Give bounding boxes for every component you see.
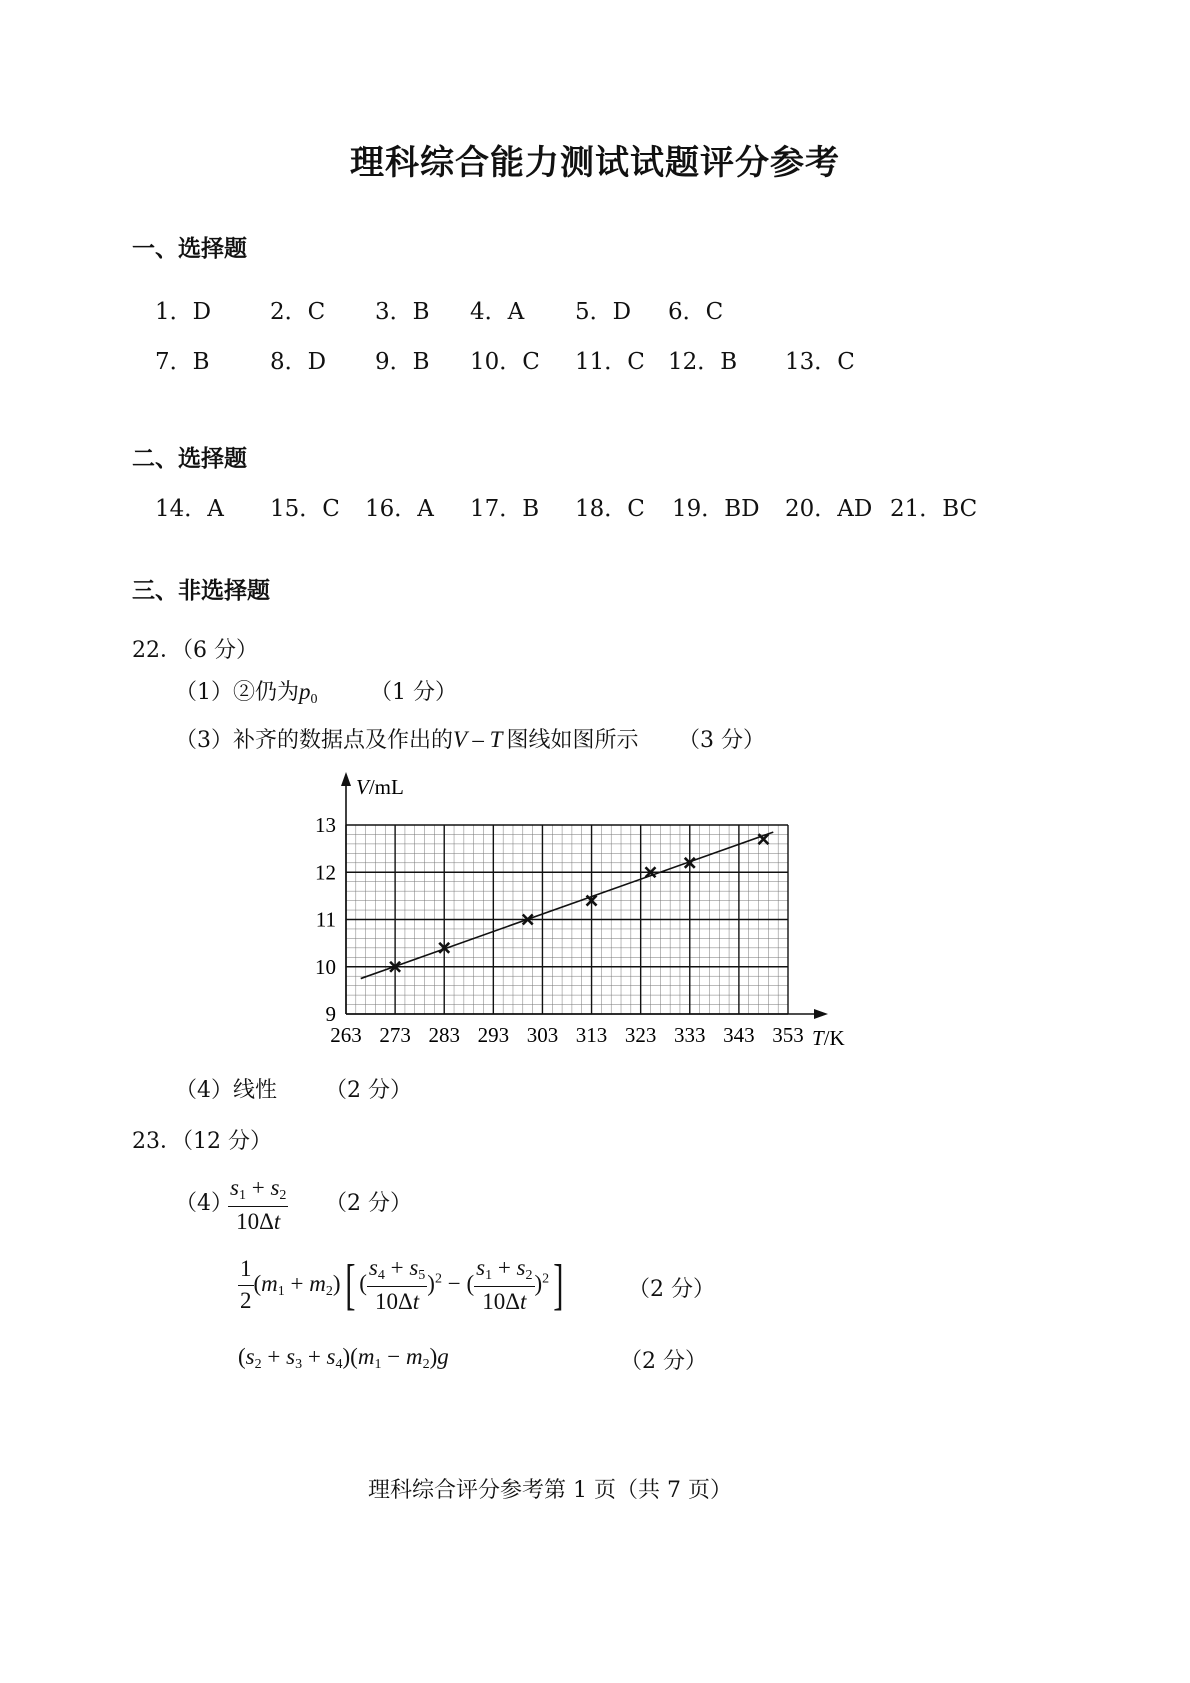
- vt-chart: [300, 770, 870, 1060]
- q22-label: 22．（6 分）: [132, 638, 258, 663]
- answer-14: 14．A: [155, 496, 224, 522]
- answer-12: 12．B: [668, 349, 738, 375]
- answer-20: 20．AD: [785, 496, 873, 522]
- data-points: [390, 834, 768, 972]
- q23-part4-label: （4）: [175, 1191, 233, 1216]
- q22-part3-text2: 图线如图所示: [506, 728, 639, 753]
- x-tick-label: 313: [575, 1023, 608, 1047]
- answer-5: 5．D: [575, 299, 632, 325]
- answer-15: 15．C: [270, 496, 340, 522]
- answer-8: 8．D: [270, 349, 327, 375]
- answer-21: 21．BC: [890, 496, 978, 522]
- q22-part3: [175, 723, 638, 754]
- q23-score-1: （2 分）: [325, 1191, 412, 1216]
- formula-velocity: $\frac{s_1 + s_2}{10\Delta t}$: [230, 1175, 287, 1235]
- fit-line: [361, 832, 774, 978]
- x-tick-label: 323: [624, 1023, 657, 1047]
- q22-part1-score: （1 分）: [370, 680, 457, 705]
- y-axis-arrow: [341, 772, 351, 786]
- y-tick-label: 10: [315, 954, 336, 979]
- x-axis-label: [812, 1026, 845, 1050]
- formula-potential-energy: $(s_2 + s_3 + s_4)(m_1 - m_2)g$: [238, 1344, 449, 1372]
- answer-1: 1．D: [155, 299, 212, 325]
- q22-part4-score: （2 分）: [325, 1078, 412, 1103]
- p-subscript: 0: [310, 692, 318, 707]
- answer-10: 10．C: [470, 349, 540, 375]
- q23-score-3: （2 分）: [620, 1349, 707, 1374]
- answer-2: 2．C: [270, 299, 326, 325]
- fit-line-group: [361, 832, 774, 978]
- answer-13: 13．C: [785, 349, 855, 375]
- x-label-unit: /K: [823, 1026, 845, 1050]
- section-heading-1: 一、选择题: [132, 236, 247, 262]
- answer-6: 6．C: [668, 299, 724, 325]
- y-tick-label: 13: [315, 813, 336, 837]
- y-axis-label: [356, 775, 404, 799]
- x-tick-label: 303: [526, 1023, 559, 1047]
- x-tick-label: 333: [674, 1023, 706, 1047]
- q22-part1-text: （1）②仍为: [175, 680, 299, 705]
- answer-7: 7．B: [155, 349, 210, 375]
- vt-label: V – T: [453, 727, 503, 752]
- y-tick-label: 11: [315, 907, 336, 932]
- q22-part4: （4）线性: [175, 1078, 277, 1103]
- x-tick-label: 273: [379, 1023, 411, 1047]
- x-tick-label: 293: [477, 1023, 510, 1047]
- y-tick-label: 12: [315, 860, 336, 885]
- answer-16: 16．A: [365, 496, 434, 522]
- section-heading-2: 二、选择题: [132, 446, 247, 472]
- q23-score-2: （2 分）: [628, 1277, 715, 1302]
- x-tick-label: 343: [723, 1023, 755, 1047]
- x-tick-label: 283: [428, 1023, 460, 1047]
- p-variable: p: [299, 679, 311, 704]
- x-tick-label: 263: [330, 1023, 362, 1047]
- section-heading-3: 三、非选择题: [132, 578, 270, 604]
- page-title: 理科综合能力测试试题评分参考: [350, 143, 840, 183]
- q22-part3-score: （3 分）: [678, 728, 765, 753]
- y-label-unit: /mL: [368, 775, 404, 799]
- answer-9: 9．B: [375, 349, 430, 375]
- formula-kinetic-energy: $\frac{1}{2}$ $(m_1 + m_2)$[ ( $\frac{s_4 + s_5}{10\Delta t}$ )$^2$ − ( $\frac{s_1 + s_2}{10\Delta t}$ )$^2$]: [240, 1254, 564, 1317]
- axes: [341, 772, 828, 1019]
- answer-11: 11．C: [575, 349, 645, 375]
- y-tick-label: 9: [325, 1002, 336, 1026]
- answer-3: 3．B: [375, 299, 430, 325]
- x-label-t: T: [812, 1026, 824, 1050]
- page-footer: 理科综合评分参考第 1 页（共 7 页）: [368, 1478, 732, 1503]
- answer-4: 4．A: [470, 299, 525, 325]
- answer-17: 17．B: [470, 496, 540, 522]
- answer-18: 18．C: [575, 496, 645, 522]
- q23-label: 23．（12 分）: [132, 1129, 272, 1154]
- y-label-v: V: [356, 775, 369, 799]
- answer-19: 19．BD: [672, 496, 760, 522]
- x-tick-label: 353: [772, 1023, 804, 1047]
- q22-part3-text: （3）补齐的数据点及作出的: [175, 728, 453, 753]
- x-axis-arrow: [814, 1009, 828, 1019]
- q22-part1: [175, 675, 318, 708]
